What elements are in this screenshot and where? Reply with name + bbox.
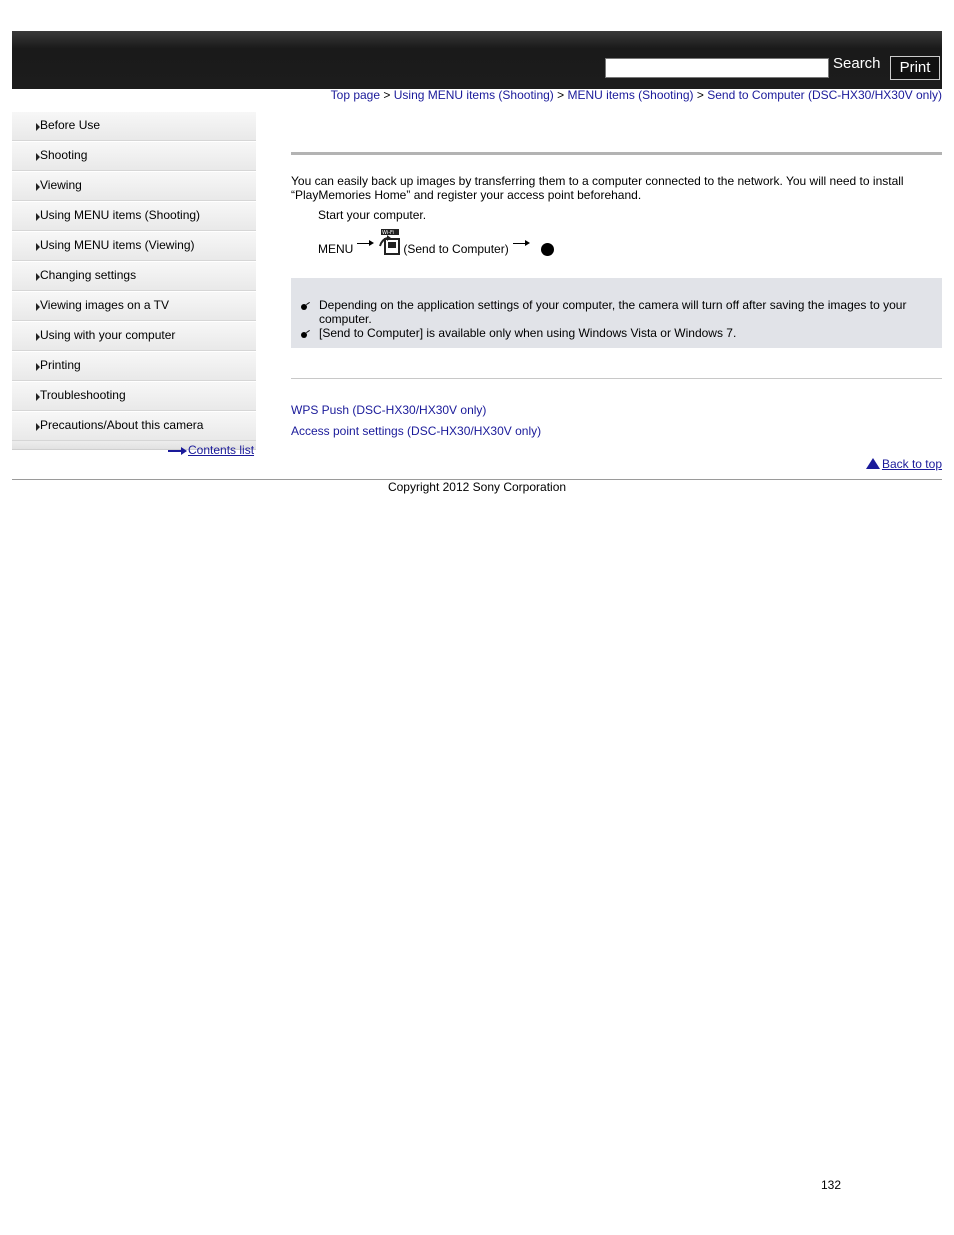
note-text: Depending on the application settings of your computer, the camera will turn off after saving the images to your computer. [319, 298, 907, 326]
search-label[interactable]: Search [833, 55, 881, 72]
sidebar-item-label: Shooting [40, 148, 88, 162]
related-divider [291, 378, 942, 379]
chevron-right-icon [36, 183, 40, 191]
menu-label: MENU [318, 242, 354, 256]
step-2 [318, 228, 554, 258]
ok-button-dot-icon [541, 243, 554, 256]
sidebar-item-menu-viewing[interactable] [12, 231, 256, 261]
notes-box [291, 278, 942, 348]
page-number: 132 [821, 1178, 842, 1192]
sidebar-item-label: Viewing [40, 178, 82, 192]
arrow-right-icon [168, 446, 188, 456]
print-button[interactable]: Print [890, 56, 940, 80]
send-to-computer-label: (Send to Computer) [403, 242, 509, 256]
breadcrumb-top-page[interactable]: Top page [330, 88, 381, 102]
sidebar-item-label: Precautions/About this camera [40, 418, 204, 432]
sidebar-item-label: Before Use [40, 118, 101, 132]
right-arrow-icon [357, 239, 375, 249]
step-1: Start your computer. [318, 208, 427, 222]
sidebar-item-label: Using with your computer [40, 328, 176, 342]
note-item [319, 326, 929, 340]
chevron-right-icon [36, 243, 40, 251]
breadcrumb-separator: > [553, 88, 568, 102]
sidebar-item-precautions[interactable] [12, 411, 256, 441]
title-divider [291, 152, 942, 155]
back-to-top-label: Back to top [881, 457, 942, 471]
chevron-right-icon [36, 393, 40, 401]
intro-text [291, 174, 931, 202]
chevron-right-icon [36, 303, 40, 311]
back-to-top-link[interactable] [866, 457, 942, 471]
up-triangle-icon [866, 458, 880, 469]
sidebar-item-changing-settings[interactable] [12, 261, 256, 291]
related-link-access-point[interactable]: Access point settings (DSC-HX30/HX30V only) [291, 424, 542, 438]
chevron-right-icon [36, 333, 40, 341]
sidebar-item-troubleshooting[interactable] [12, 381, 256, 411]
sidebar-item-viewing-tv[interactable] [12, 291, 256, 321]
bullet-icon [301, 330, 308, 337]
chevron-right-icon [36, 423, 40, 431]
wifi-send-to-computer-icon [379, 228, 401, 256]
chevron-right-icon [36, 123, 40, 131]
breadcrumb-menu-items[interactable]: MENU items (Shooting) [567, 88, 694, 102]
header-bar [12, 31, 942, 89]
breadcrumb [331, 88, 942, 102]
sidebar-item-viewing[interactable] [12, 171, 256, 201]
sidebar-item-label: Troubleshooting [40, 388, 126, 402]
sidebar-item-label: Printing [40, 358, 81, 372]
contents-list-label: Contents list [188, 443, 255, 457]
sidebar-item-menu-shooting[interactable] [12, 201, 256, 231]
contents-list-link[interactable] [168, 443, 254, 457]
breadcrumb-send-to-computer[interactable]: Send to Computer (DSC-HX30/HX30V only) [707, 88, 942, 102]
sidebar-item-computer[interactable] [12, 321, 256, 351]
related-link-wps-push[interactable]: WPS Push (DSC-HX30/HX30V only) [291, 403, 487, 417]
svg-text:Wi-Fi: Wi-Fi [382, 230, 395, 236]
chevron-right-icon [36, 363, 40, 371]
right-arrow-icon [513, 239, 531, 249]
sidebar-item-label: Changing settings [40, 268, 137, 282]
sidebar-item-label: Viewing images on a TV [40, 298, 169, 312]
sidebar-item-label: Using MENU items (Viewing) [40, 238, 195, 252]
chevron-right-icon [36, 153, 40, 161]
chevron-right-icon [36, 213, 40, 221]
intro-line-2: “PlayMemories Home” and register your access point beforehand. [291, 188, 642, 202]
bullet-icon [301, 302, 308, 309]
copyright: Copyright 2012 Sony Corporation [387, 480, 567, 494]
chevron-right-icon [36, 273, 40, 281]
sidebar-item-label: Using MENU items (Shooting) [40, 208, 201, 222]
breadcrumb-separator: > [693, 88, 708, 102]
sidebar-item-printing[interactable] [12, 351, 256, 381]
note-item [319, 298, 929, 326]
note-text: [Send to Computer] is available only when using Windows Vista or Windows 7. [319, 326, 737, 340]
intro-line-1: You can easily back up images by transferring them to a computer connected to the network. You will need to install [291, 174, 904, 188]
breadcrumb-using-menu-items[interactable]: Using MENU items (Shooting) [393, 88, 554, 102]
sidebar-nav [12, 111, 256, 450]
search-input[interactable] [605, 58, 829, 78]
sidebar-item-shooting[interactable] [12, 141, 256, 171]
sidebar-item-before-use[interactable] [12, 111, 256, 141]
breadcrumb-separator: > [380, 88, 394, 102]
